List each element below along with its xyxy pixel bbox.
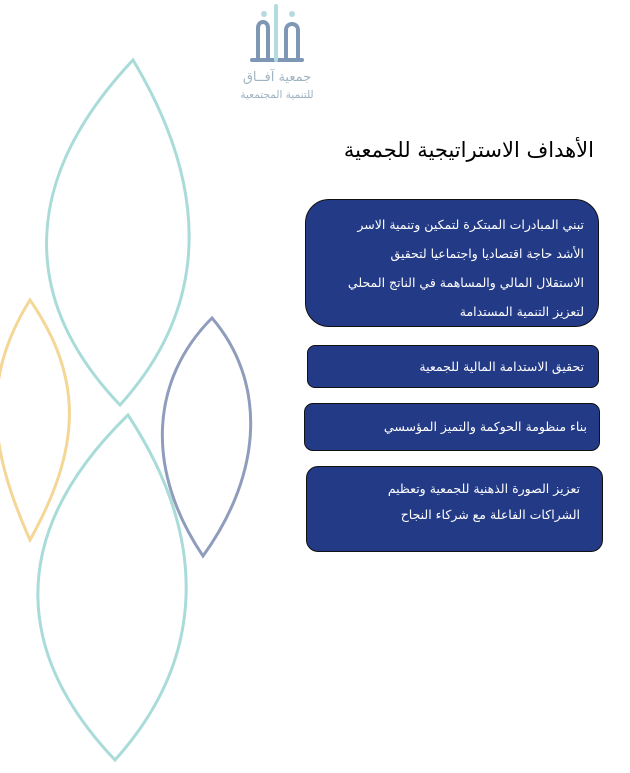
goal-2-line-1: تحقيق الاستدامة المالية للجمعية	[419, 359, 584, 374]
goal-4-line-1: تعزيز الصورة الذهنية للجمعية وتعظيم	[387, 481, 580, 496]
logo-tagline: للتنمية المجتمعية	[240, 89, 314, 101]
goal-box-4	[306, 466, 603, 552]
goal-1-line-1: تبني المبادرات المبتكرة لتمكين وتنمية الاسر	[357, 217, 584, 232]
logo-mark-icon	[242, 0, 312, 68]
page-title: الأهداف الاستراتيجية للجمعية	[343, 138, 594, 162]
goal-box-2	[307, 345, 599, 388]
goal-1-line-2: الأشد حاجة اقتصاديا واجتماعيا لتحقيق	[390, 246, 584, 261]
goal-4-line-2: الشراكات الفاعلة مع شركاء النجاح	[400, 507, 580, 522]
goal-box-1	[305, 199, 599, 327]
goal-3-line-1: بناء منظومة الحوكمة والتميز المؤسسي	[383, 419, 587, 434]
organization-logo	[222, 0, 332, 115]
logo-name: جمعية آفــاق	[242, 70, 312, 85]
goal-box-3	[304, 403, 600, 451]
goal-1-line-3: الاستقلال المالي والمساهمة في الناتج المحلي	[347, 275, 584, 290]
leaf-outline-teal-top	[47, 60, 190, 405]
goal-1-line-4: لتعزيز التنمية المستدامة	[459, 304, 584, 319]
